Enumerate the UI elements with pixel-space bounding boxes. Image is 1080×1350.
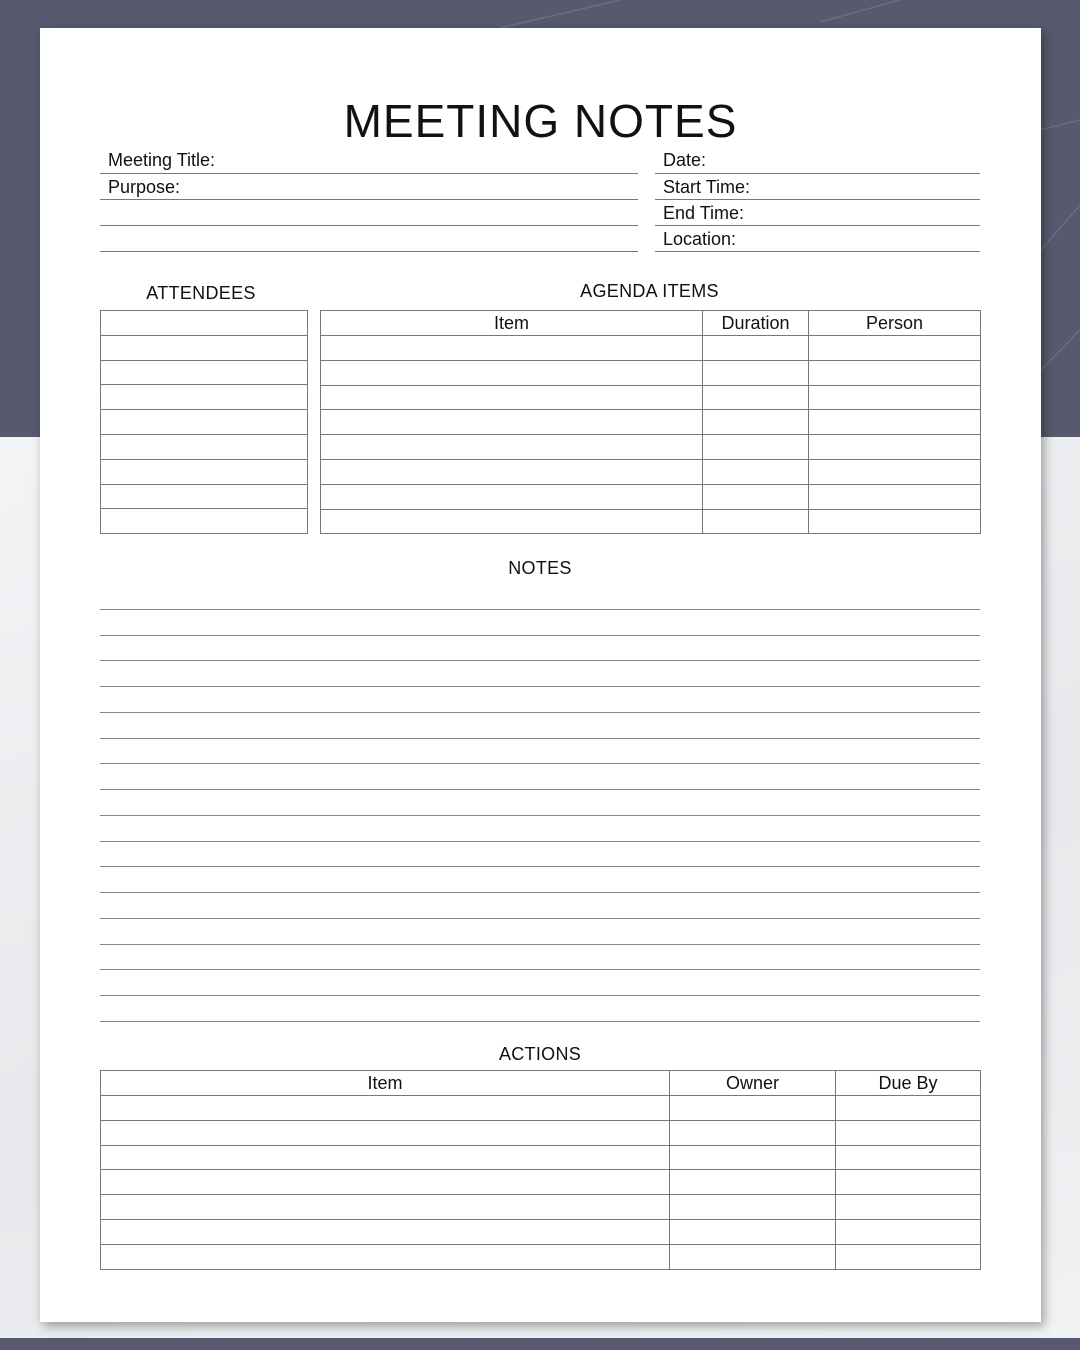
backdrop-bottom-strip	[0, 1338, 1080, 1350]
action-row-cell[interactable]	[670, 1195, 836, 1220]
agenda-row-cell[interactable]	[321, 435, 703, 460]
attendee-row	[101, 360, 308, 385]
agenda-row-cell[interactable]	[703, 484, 809, 509]
attendee-row-cell[interactable]	[101, 311, 308, 336]
agenda-row-cell[interactable]	[809, 410, 981, 435]
agenda-row-cell[interactable]	[321, 410, 703, 435]
end-time-field[interactable]: End Time:	[655, 200, 980, 226]
agenda-row	[321, 509, 981, 534]
actions-header-row	[101, 1071, 981, 1096]
actions-table	[100, 1070, 981, 1270]
attendee-row	[101, 459, 308, 484]
agenda-row-cell[interactable]	[809, 360, 981, 385]
action-row-cell[interactable]	[101, 1170, 670, 1195]
note-line[interactable]	[100, 867, 980, 893]
note-line[interactable]	[100, 610, 980, 636]
note-line[interactable]	[100, 996, 980, 1022]
action-row-cell[interactable]	[101, 1195, 670, 1220]
agenda-col-duration: Duration	[703, 311, 809, 336]
attendee-row	[101, 434, 308, 459]
action-row-cell[interactable]	[836, 1120, 981, 1145]
agenda-row	[321, 435, 981, 460]
actions-col-owner: Owner	[670, 1071, 836, 1096]
location-field[interactable]: Location:	[655, 226, 980, 252]
notes-area	[100, 584, 980, 1022]
agenda-row-cell[interactable]	[703, 360, 809, 385]
attendee-row-cell[interactable]	[101, 335, 308, 360]
action-row-cell[interactable]	[101, 1096, 670, 1121]
agenda-row-cell[interactable]	[703, 410, 809, 435]
actions-heading: ACTIONS	[498, 1044, 582, 1064]
agenda-row-cell[interactable]	[703, 385, 809, 410]
agenda-row-cell[interactable]	[321, 459, 703, 484]
note-line[interactable]	[100, 842, 980, 868]
attendee-row-cell[interactable]	[101, 410, 308, 435]
agenda-row-cell[interactable]	[809, 509, 981, 534]
agenda-row	[321, 336, 981, 361]
attendees-table	[100, 310, 308, 534]
action-row	[101, 1145, 981, 1170]
agenda-row-cell[interactable]	[809, 435, 981, 460]
header-fields-left	[100, 147, 638, 252]
date-field[interactable]: Date:	[655, 147, 980, 174]
agenda-col-person: Person	[809, 311, 981, 336]
attendee-row-cell[interactable]	[101, 484, 308, 509]
action-row-cell[interactable]	[836, 1145, 981, 1170]
action-row-cell[interactable]	[101, 1244, 670, 1269]
agenda-row-cell[interactable]	[809, 459, 981, 484]
action-row	[101, 1219, 981, 1244]
agenda-row-cell[interactable]	[321, 484, 703, 509]
actions-col-item: Item	[101, 1071, 670, 1096]
agenda-row-cell[interactable]	[321, 509, 703, 534]
note-line[interactable]	[100, 945, 980, 971]
agenda-row-cell[interactable]	[703, 336, 809, 361]
note-line[interactable]	[100, 713, 980, 739]
action-row-cell[interactable]	[836, 1096, 981, 1121]
attendee-row-cell[interactable]	[101, 509, 308, 534]
start-time-field[interactable]: Start Time:	[655, 174, 980, 200]
meeting-notes-sheet	[40, 28, 1041, 1322]
agenda-row	[321, 360, 981, 385]
note-line[interactable]	[100, 687, 980, 713]
attendee-row-cell[interactable]	[101, 385, 308, 410]
meeting-title-field[interactable]: Meeting Title:	[100, 147, 638, 174]
attendee-row	[101, 335, 308, 360]
note-line[interactable]	[100, 919, 980, 945]
attendee-row	[101, 484, 308, 509]
note-line[interactable]	[100, 764, 980, 790]
action-row-cell[interactable]	[670, 1096, 836, 1121]
purpose-field[interactable]: Purpose:	[100, 174, 638, 200]
note-line[interactable]	[100, 970, 980, 996]
action-row	[101, 1244, 981, 1269]
action-row-cell[interactable]	[670, 1219, 836, 1244]
action-row	[101, 1120, 981, 1145]
action-row	[101, 1170, 981, 1195]
agenda-row	[321, 484, 981, 509]
agenda-row	[321, 410, 981, 435]
notes-heading: NOTES	[508, 558, 572, 578]
agenda-row-cell[interactable]	[809, 385, 981, 410]
attendee-row-cell[interactable]	[101, 360, 308, 385]
note-line[interactable]	[100, 661, 980, 687]
note-line[interactable]	[100, 816, 980, 842]
action-row-cell[interactable]	[670, 1145, 836, 1170]
agenda-header-row	[321, 311, 981, 336]
note-line[interactable]	[100, 636, 980, 662]
agenda-row	[321, 459, 981, 484]
agenda-row	[321, 385, 981, 410]
purpose-line-2[interactable]	[100, 200, 638, 226]
agenda-row-cell[interactable]	[703, 459, 809, 484]
agenda-col-item: Item	[321, 311, 703, 336]
page-title: MEETING NOTES	[343, 95, 738, 147]
action-row-cell[interactable]	[670, 1244, 836, 1269]
action-row-cell[interactable]	[836, 1244, 981, 1269]
note-line[interactable]	[100, 739, 980, 765]
action-row-cell[interactable]	[101, 1120, 670, 1145]
agenda-row-cell[interactable]	[703, 509, 809, 534]
note-line[interactable]	[100, 893, 980, 919]
attendee-row-cell[interactable]	[101, 434, 308, 459]
agenda-row-cell[interactable]	[809, 484, 981, 509]
header-fields-right	[655, 147, 980, 252]
note-line[interactable]	[100, 584, 980, 610]
action-row-cell[interactable]	[836, 1219, 981, 1244]
action-row	[101, 1195, 981, 1220]
note-line[interactable]	[100, 790, 980, 816]
agenda-row-cell[interactable]	[321, 336, 703, 361]
agenda-row-cell[interactable]	[703, 435, 809, 460]
action-row-cell[interactable]	[101, 1219, 670, 1244]
attendees-heading: ATTENDEES	[146, 283, 256, 303]
action-row-cell[interactable]	[670, 1170, 836, 1195]
attendee-row	[101, 509, 308, 534]
action-row	[101, 1096, 981, 1121]
agenda-heading: AGENDA ITEMS	[580, 281, 719, 301]
action-row-cell[interactable]	[836, 1195, 981, 1220]
actions-col-due-by: Due By	[836, 1071, 981, 1096]
attendee-row	[101, 385, 308, 410]
agenda-row-cell[interactable]	[321, 360, 703, 385]
agenda-row-cell[interactable]	[809, 336, 981, 361]
action-row-cell[interactable]	[836, 1170, 981, 1195]
attendee-row	[101, 410, 308, 435]
attendee-row-cell[interactable]	[101, 459, 308, 484]
attendee-row	[101, 311, 308, 336]
agenda-table	[320, 310, 981, 534]
purpose-line-3[interactable]	[100, 226, 638, 252]
action-row-cell[interactable]	[101, 1145, 670, 1170]
agenda-row-cell[interactable]	[321, 385, 703, 410]
action-row-cell[interactable]	[670, 1120, 836, 1145]
